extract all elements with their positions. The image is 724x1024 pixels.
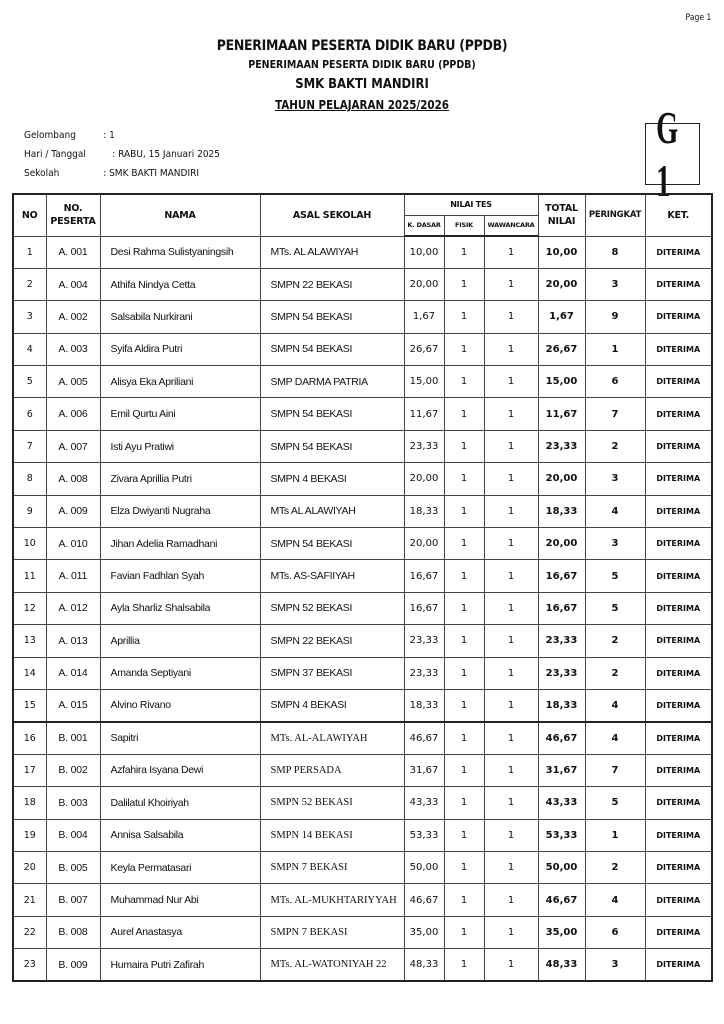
status-note: DITERIMA <box>645 916 712 948</box>
table-row <box>13 625 712 657</box>
score-physical: 1 <box>444 625 484 657</box>
row-no: 6 <box>13 398 46 430</box>
row-no: 16 <box>13 722 46 754</box>
participant-no: B. 007 <box>46 884 100 916</box>
participant-name: Amanda Septiyani <box>100 657 260 689</box>
origin-school: SMPN 52 BEKASI <box>260 787 404 819</box>
table-row <box>13 657 712 689</box>
table-row <box>13 301 712 333</box>
origin-school: MTs. AL ALAWIYAH <box>260 236 404 268</box>
score-interview: 1 <box>484 463 538 495</box>
participant-no: B. 004 <box>46 819 100 851</box>
score-interview: 1 <box>484 560 538 592</box>
score-total: 50,00 <box>538 851 585 883</box>
row-no: 13 <box>13 625 46 657</box>
table-row <box>13 592 712 624</box>
table-row <box>13 236 712 268</box>
participant-no: A. 006 <box>46 398 100 430</box>
score-interview: 1 <box>484 657 538 689</box>
status-note: DITERIMA <box>645 301 712 333</box>
participant-name: Athifa Nindya Cetta <box>100 268 260 300</box>
table-row <box>13 689 712 721</box>
score-interview: 1 <box>484 787 538 819</box>
date-label: Hari / Tanggal <box>24 149 86 160</box>
origin-school: SMPN 7 BEKASI <box>260 851 404 883</box>
score-interview: 1 <box>484 398 538 430</box>
meta-date <box>24 145 220 164</box>
score-interview: 1 <box>484 851 538 883</box>
participant-name: Emil Qurtu Aini <box>100 398 260 430</box>
participant-name: Alvino Rivano <box>100 689 260 721</box>
score-total: 16,67 <box>538 560 585 592</box>
score-total: 20,00 <box>538 268 585 300</box>
score-total: 48,33 <box>538 949 585 981</box>
row-no: 8 <box>13 463 46 495</box>
page-number: Page 1 <box>685 13 711 23</box>
participant-name: Favian Fadhlan Syah <box>100 560 260 592</box>
score-basic: 43,33 <box>404 787 444 819</box>
rank: 4 <box>585 884 645 916</box>
row-no: 7 <box>13 430 46 462</box>
rank: 1 <box>585 333 645 365</box>
origin-school: SMPN 54 BEKASI <box>260 301 404 333</box>
score-physical: 1 <box>444 463 484 495</box>
participant-no: A. 008 <box>46 463 100 495</box>
results-table <box>12 193 713 982</box>
participant-no: A. 009 <box>46 495 100 527</box>
table-row <box>13 916 712 948</box>
table-row <box>13 366 712 398</box>
row-no: 10 <box>13 528 46 560</box>
score-interview: 1 <box>484 884 538 916</box>
origin-school: SMPN 52 BEKASI <box>260 592 404 624</box>
status-note: DITERIMA <box>645 754 712 786</box>
rank: 2 <box>585 625 645 657</box>
score-total: 18,33 <box>538 689 585 721</box>
score-basic: 20,00 <box>404 528 444 560</box>
row-no: 3 <box>13 301 46 333</box>
score-total: 10,00 <box>538 236 585 268</box>
rank: 7 <box>585 398 645 430</box>
status-note: DITERIMA <box>645 366 712 398</box>
table-row <box>13 722 712 754</box>
status-note: DITERIMA <box>645 528 712 560</box>
score-total: 23,33 <box>538 625 585 657</box>
score-physical: 1 <box>444 787 484 819</box>
rank: 8 <box>585 236 645 268</box>
origin-school: SMPN 22 BEKASI <box>260 268 404 300</box>
score-interview: 1 <box>484 722 538 754</box>
header-origin-school: ASAL SEKOLAH <box>260 194 404 236</box>
row-no: 18 <box>13 787 46 819</box>
origin-school: SMPN 4 BEKASI <box>260 463 404 495</box>
rank: 5 <box>585 592 645 624</box>
participant-no: A. 002 <box>46 301 100 333</box>
score-basic: 31,67 <box>404 754 444 786</box>
participant-name: Aurel Anastasya <box>100 916 260 948</box>
score-total: 46,67 <box>538 722 585 754</box>
participant-name: Annisa Salsabila <box>100 819 260 851</box>
origin-school: MTs. AL-ALAWIYAH <box>260 722 404 754</box>
participant-name: Dalilatul Khoiriyah <box>100 787 260 819</box>
score-interview: 1 <box>484 333 538 365</box>
score-basic: 1,67 <box>404 301 444 333</box>
header-participant-no: NO. PESERTA <box>46 194 100 236</box>
row-no: 22 <box>13 916 46 948</box>
origin-school: MTs. AS-SAFIIYAH <box>260 560 404 592</box>
row-no: 17 <box>13 754 46 786</box>
row-no: 23 <box>13 949 46 981</box>
participant-name: Zivara Aprillia Putri <box>100 463 260 495</box>
score-interview: 1 <box>484 430 538 462</box>
score-physical: 1 <box>444 657 484 689</box>
score-interview: 1 <box>484 916 538 948</box>
score-basic: 46,67 <box>404 884 444 916</box>
score-basic: 20,00 <box>404 268 444 300</box>
score-physical: 1 <box>444 398 484 430</box>
score-basic: 11,67 <box>404 398 444 430</box>
status-note: DITERIMA <box>645 657 712 689</box>
score-total: 46,67 <box>538 884 585 916</box>
header-test-scores: NILAI TES <box>404 194 538 215</box>
rank: 2 <box>585 430 645 462</box>
status-note: DITERIMA <box>645 884 712 916</box>
status-note: DITERIMA <box>645 560 712 592</box>
participant-no: A. 005 <box>46 366 100 398</box>
row-no: 12 <box>13 592 46 624</box>
score-physical: 1 <box>444 301 484 333</box>
score-interview: 1 <box>484 949 538 981</box>
participant-name: Syifa Aldira Putri <box>100 333 260 365</box>
participant-name: Azfahira Isyana Dewi <box>100 754 260 786</box>
participant-name: Muhammad Nur Abi <box>100 884 260 916</box>
rank: 5 <box>585 787 645 819</box>
participant-no: B. 003 <box>46 787 100 819</box>
table-row <box>13 333 712 365</box>
table-row <box>13 754 712 786</box>
score-basic: 53,33 <box>404 819 444 851</box>
participant-no: A. 001 <box>46 236 100 268</box>
score-basic: 15,00 <box>404 366 444 398</box>
participant-name: Jihan Adelia Ramadhani <box>100 528 260 560</box>
origin-school: SMPN 7 BEKASI <box>260 916 404 948</box>
score-total: 18,33 <box>538 495 585 527</box>
score-interview: 1 <box>484 366 538 398</box>
status-note: DITERIMA <box>645 722 712 754</box>
header-total: TOTAL NILAI <box>538 194 585 236</box>
status-note: DITERIMA <box>645 949 712 981</box>
participant-name: Alisya Eka Apriliani <box>100 366 260 398</box>
origin-school: SMPN 14 BEKASI <box>260 819 404 851</box>
table-row <box>13 560 712 592</box>
score-physical: 1 <box>444 722 484 754</box>
participant-no: A. 004 <box>46 268 100 300</box>
origin-school: SMPN 54 BEKASI <box>260 333 404 365</box>
score-basic: 48,33 <box>404 949 444 981</box>
score-basic: 35,00 <box>404 916 444 948</box>
origin-school: SMPN 22 BEKASI <box>260 625 404 657</box>
participant-name: Elza Dwiyanti Nugraha <box>100 495 260 527</box>
participant-no: A. 003 <box>46 333 100 365</box>
row-no: 20 <box>13 851 46 883</box>
row-no: 19 <box>13 819 46 851</box>
score-physical: 1 <box>444 430 484 462</box>
school-label: Sekolah <box>24 168 60 179</box>
score-total: 20,00 <box>538 528 585 560</box>
score-total: 31,67 <box>538 754 585 786</box>
header-physical: FISIK <box>444 215 484 236</box>
score-physical: 1 <box>444 884 484 916</box>
origin-school: SMPN 37 BEKASI <box>260 657 404 689</box>
score-physical: 1 <box>444 268 484 300</box>
table-row <box>13 398 712 430</box>
table-row <box>13 495 712 527</box>
score-total: 23,33 <box>538 657 585 689</box>
participant-no: B. 002 <box>46 754 100 786</box>
table-row <box>13 463 712 495</box>
wave-value: : 1 <box>103 130 115 141</box>
origin-school: SMPN 54 BEKASI <box>260 528 404 560</box>
score-basic: 16,67 <box>404 592 444 624</box>
score-basic: 23,33 <box>404 430 444 462</box>
date-value: : RABU, 15 Januari 2025 <box>112 149 221 160</box>
score-physical: 1 <box>444 560 484 592</box>
participant-no: B. 009 <box>46 949 100 981</box>
status-note: DITERIMA <box>645 398 712 430</box>
row-no: 15 <box>13 689 46 721</box>
participant-name: Ayla Sharliz Shalsabila <box>100 592 260 624</box>
participant-no: A. 015 <box>46 689 100 721</box>
table-row <box>13 819 712 851</box>
participant-no: A. 012 <box>46 592 100 624</box>
participant-name: Salsabila Nurkirani <box>100 301 260 333</box>
score-total: 16,67 <box>538 592 585 624</box>
group-badge: G 1 <box>645 123 700 185</box>
origin-school: SMPN 54 BEKASI <box>260 430 404 462</box>
score-total: 15,00 <box>538 366 585 398</box>
score-basic: 16,67 <box>404 560 444 592</box>
score-interview: 1 <box>484 754 538 786</box>
results-body <box>13 236 712 981</box>
origin-school: MTs. AL-WATONIYAH 22 <box>260 949 404 981</box>
table-row <box>13 884 712 916</box>
score-total: 1,67 <box>538 301 585 333</box>
rank: 5 <box>585 560 645 592</box>
participant-no: B. 005 <box>46 851 100 883</box>
origin-school: SMP DARMA PATRIA <box>260 366 404 398</box>
score-basic: 20,00 <box>404 463 444 495</box>
participant-name: Humaira Putri Zafirah <box>100 949 260 981</box>
score-basic: 18,33 <box>404 689 444 721</box>
row-no: 11 <box>13 560 46 592</box>
origin-school: SMPN 54 BEKASI <box>260 398 404 430</box>
score-interview: 1 <box>484 495 538 527</box>
score-basic: 23,33 <box>404 657 444 689</box>
meta-school <box>24 164 220 183</box>
rank: 3 <box>585 463 645 495</box>
status-note: DITERIMA <box>645 236 712 268</box>
header-basic: K. DASAR <box>404 215 444 236</box>
table-row <box>13 949 712 981</box>
score-basic: 50,00 <box>404 851 444 883</box>
score-interview: 1 <box>484 268 538 300</box>
table-row <box>13 787 712 819</box>
row-no: 5 <box>13 366 46 398</box>
row-no: 2 <box>13 268 46 300</box>
status-note: DITERIMA <box>645 268 712 300</box>
score-basic: 23,33 <box>404 625 444 657</box>
score-interview: 1 <box>484 592 538 624</box>
score-physical: 1 <box>444 916 484 948</box>
score-total: 11,67 <box>538 398 585 430</box>
score-physical: 1 <box>444 754 484 786</box>
score-basic: 46,67 <box>404 722 444 754</box>
academic-year: TAHUN PELAJARAN 2025/2026 <box>275 98 449 112</box>
participant-no: A. 007 <box>46 430 100 462</box>
score-interview: 1 <box>484 689 538 721</box>
score-physical: 1 <box>444 949 484 981</box>
rank: 3 <box>585 528 645 560</box>
participant-name: Desi Rahma Sulistyaningsih <box>100 236 260 268</box>
score-total: 53,33 <box>538 819 585 851</box>
score-physical: 1 <box>444 689 484 721</box>
school-value: : SMK BAKTI MANDIRI <box>103 168 200 179</box>
wave-label: Gelombang <box>24 130 76 141</box>
rank: 4 <box>585 495 645 527</box>
score-basic: 18,33 <box>404 495 444 527</box>
status-note: DITERIMA <box>645 592 712 624</box>
rank: 3 <box>585 268 645 300</box>
participant-name: Keyla Permatasari <box>100 851 260 883</box>
table-row <box>13 268 712 300</box>
meta-wave <box>24 126 220 145</box>
origin-school: MTs AL ALAWIYAH <box>260 495 404 527</box>
status-note: DITERIMA <box>645 625 712 657</box>
score-physical: 1 <box>444 495 484 527</box>
row-no: 4 <box>13 333 46 365</box>
score-total: 20,00 <box>538 463 585 495</box>
participant-no: B. 001 <box>46 722 100 754</box>
origin-school: SMPN 4 BEKASI <box>260 689 404 721</box>
header-no: NO <box>13 194 46 236</box>
participant-no: A. 014 <box>46 657 100 689</box>
score-physical: 1 <box>444 851 484 883</box>
rank: 2 <box>585 657 645 689</box>
participant-no: A. 013 <box>46 625 100 657</box>
header-note: KET. <box>645 194 712 236</box>
document-subtitle: PENERIMAAN PESERTA DIDIK BARU (PPDB) <box>248 58 476 71</box>
score-interview: 1 <box>484 528 538 560</box>
score-physical: 1 <box>444 528 484 560</box>
score-interview: 1 <box>484 236 538 268</box>
row-no: 1 <box>13 236 46 268</box>
table-row <box>13 430 712 462</box>
document-title: PENERIMAAN PESERTA DIDIK BARU (PPDB) <box>216 38 508 54</box>
status-note: DITERIMA <box>645 689 712 721</box>
header-interview: WAWANCARA <box>484 215 538 236</box>
score-total: 23,33 <box>538 430 585 462</box>
participant-name: Aprillia <box>100 625 260 657</box>
rank: 6 <box>585 366 645 398</box>
score-total: 43,33 <box>538 787 585 819</box>
score-physical: 1 <box>444 592 484 624</box>
status-note: DITERIMA <box>645 333 712 365</box>
score-interview: 1 <box>484 819 538 851</box>
status-note: DITERIMA <box>645 495 712 527</box>
header-name: NAMA <box>100 194 260 236</box>
school-name: SMK BAKTI MANDIRI <box>295 76 429 92</box>
score-basic: 26,67 <box>404 333 444 365</box>
score-total: 35,00 <box>538 916 585 948</box>
score-physical: 1 <box>444 366 484 398</box>
status-note: DITERIMA <box>645 430 712 462</box>
origin-school: MTs. AL-MUKHTARIYYAH <box>260 884 404 916</box>
rank: 6 <box>585 916 645 948</box>
rank: 4 <box>585 722 645 754</box>
participant-name: Isti Ayu Pratiwi <box>100 430 260 462</box>
table-row <box>13 851 712 883</box>
participant-no: B. 008 <box>46 916 100 948</box>
participant-name: Sapitri <box>100 722 260 754</box>
document-meta <box>24 126 242 183</box>
participant-no: A. 010 <box>46 528 100 560</box>
row-no: 9 <box>13 495 46 527</box>
score-total: 26,67 <box>538 333 585 365</box>
status-note: DITERIMA <box>645 819 712 851</box>
rank: 9 <box>585 301 645 333</box>
status-note: DITERIMA <box>645 787 712 819</box>
score-physical: 1 <box>444 819 484 851</box>
header-rank: PERINGKAT <box>585 194 645 236</box>
rank: 2 <box>585 851 645 883</box>
rank: 4 <box>585 689 645 721</box>
score-interview: 1 <box>484 301 538 333</box>
table-row <box>13 528 712 560</box>
origin-school: SMP PERSADA <box>260 754 404 786</box>
rank: 7 <box>585 754 645 786</box>
rank: 3 <box>585 949 645 981</box>
score-physical: 1 <box>444 333 484 365</box>
score-physical: 1 <box>444 236 484 268</box>
document-header <box>0 36 724 115</box>
score-interview: 1 <box>484 625 538 657</box>
status-note: DITERIMA <box>645 851 712 883</box>
status-note: DITERIMA <box>645 463 712 495</box>
rank: 1 <box>585 819 645 851</box>
score-basic: 10,00 <box>404 236 444 268</box>
row-no: 21 <box>13 884 46 916</box>
row-no: 14 <box>13 657 46 689</box>
participant-no: A. 011 <box>46 560 100 592</box>
